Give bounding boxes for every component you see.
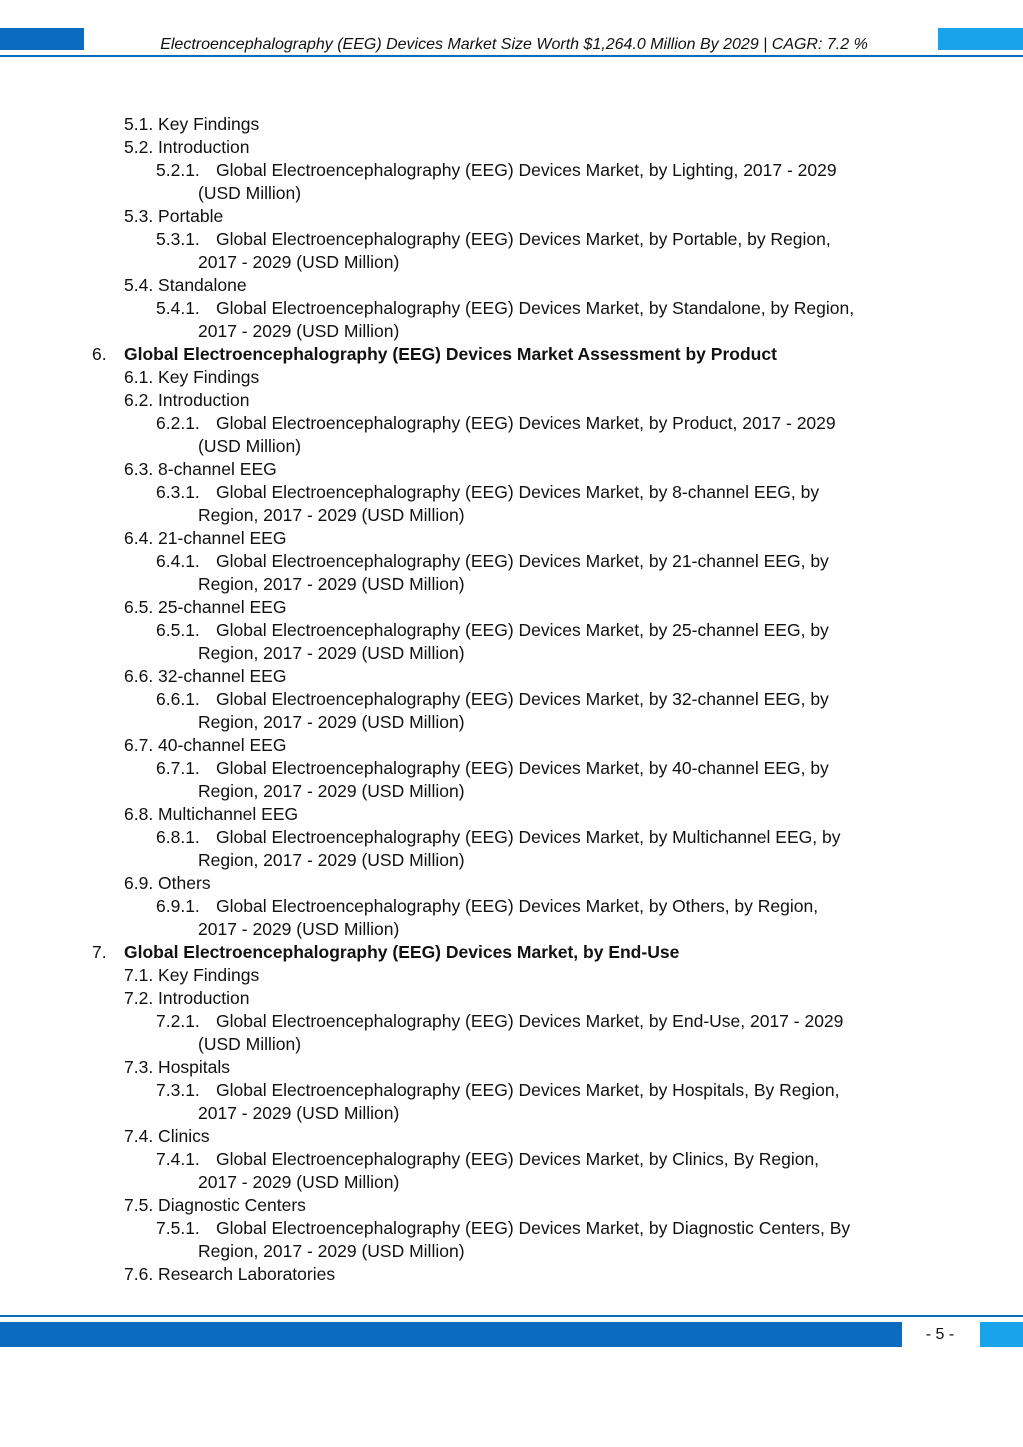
toc-entry	[124, 1125, 930, 1148]
toc-entry-title: Global Electroencephalography (EEG) Devices Market, by Hospitals, By Region,	[216, 1080, 840, 1100]
toc-entry	[92, 343, 930, 366]
toc-entry-title: 6.1. Key Findings	[124, 367, 260, 387]
toc-entry	[124, 527, 930, 550]
toc-entry	[124, 205, 930, 228]
toc-entry-number: 6.	[92, 344, 107, 364]
header-rule	[0, 55, 1023, 57]
toc-entry	[156, 895, 930, 941]
toc-entry	[156, 1148, 930, 1194]
toc-entry-continuation: Region, 2017 - 2029 (USD Million)	[198, 781, 465, 801]
toc-entry-continuation: (USD Million)	[198, 183, 302, 203]
toc-entry-number: 6.7.1.	[156, 758, 200, 778]
toc-entry-title: Global Electroencephalography (EEG) Devices Market, by Diagnostic Centers, By	[216, 1218, 851, 1238]
toc-entry-number: 6.4.1.	[156, 551, 200, 571]
toc-entry-title: Global Electroencephalography (EEG) Devices Market, by 32-channel EEG, by	[216, 689, 829, 709]
header-accent-block-right	[938, 28, 1023, 50]
toc-entry	[124, 872, 930, 895]
toc-entry-continuation: Region, 2017 - 2029 (USD Million)	[198, 643, 465, 663]
toc-entry	[124, 366, 930, 389]
toc-entry	[156, 297, 930, 343]
toc-entry-title: Global Electroencephalography (EEG) Devices Market Assessment by Product	[124, 344, 777, 364]
toc-entry-title: Global Electroencephalography (EEG) Devices Market, by Product, 2017 - 2029	[216, 413, 836, 433]
toc-entry-title: 6.8. Multichannel EEG	[124, 804, 299, 824]
toc-entry	[124, 964, 930, 987]
toc-entry-number: 6.6.1.	[156, 689, 200, 709]
toc-entry	[156, 688, 930, 734]
toc-entry-title: Global Electroencephalography (EEG) Devices Market, by Multichannel EEG, by	[216, 827, 841, 847]
toc-entry	[156, 1079, 930, 1125]
toc-entry-number: 7.5.1.	[156, 1218, 200, 1238]
toc-entry	[124, 665, 930, 688]
toc-entry-title: 6.9. Others	[124, 873, 211, 893]
toc-entry	[124, 274, 930, 297]
toc-entry	[124, 113, 930, 136]
footer-rule	[0, 1315, 1023, 1317]
toc-entry-title: 5.4. Standalone	[124, 275, 247, 295]
toc-entry	[124, 1194, 930, 1217]
toc-entry-title: 7.3. Hospitals	[124, 1057, 231, 1077]
toc-entry	[156, 1010, 930, 1056]
toc-entry	[124, 596, 930, 619]
toc-entry-number: 7.	[92, 942, 107, 962]
toc-entry-continuation: (USD Million)	[198, 436, 302, 456]
toc-entry-title: Global Electroencephalography (EEG) Devices Market, by 8-channel EEG, by	[216, 482, 820, 502]
toc-entry-number: 6.3.1.	[156, 482, 200, 502]
toc-entry-title: 7.6. Research Laboratories	[124, 1264, 336, 1284]
toc-entry	[156, 826, 930, 872]
header-title: Electroencephalography (EEG) Devices Market Size Worth $1,264.0 Million By 2029 | CAGR: 7.2 %	[160, 36, 868, 53]
toc-entry	[124, 458, 930, 481]
toc-entry	[156, 619, 930, 665]
toc-entry-title: 6.4. 21-channel EEG	[124, 528, 287, 548]
toc-entry-title: 7.1. Key Findings	[124, 965, 260, 985]
toc-entry-title: Global Electroencephalography (EEG) Devices Market, by Portable, by Region,	[216, 229, 831, 249]
toc-entry	[124, 136, 930, 159]
toc-entry-title: 7.5. Diagnostic Centers	[124, 1195, 306, 1215]
toc-entry-continuation: 2017 - 2029 (USD Million)	[198, 252, 400, 272]
toc-entry	[156, 1217, 930, 1263]
toc-entry	[156, 159, 930, 205]
toc-entry	[156, 412, 930, 458]
toc-entry-continuation: Region, 2017 - 2029 (USD Million)	[198, 1241, 465, 1261]
toc-entry-continuation: 2017 - 2029 (USD Million)	[198, 321, 400, 341]
header-accent-block-left	[0, 28, 84, 50]
toc-entry-continuation: 2017 - 2029 (USD Million)	[198, 919, 400, 939]
toc-entry-title: Global Electroencephalography (EEG) Devices Market, by 40-channel EEG, by	[216, 758, 829, 778]
toc-entry	[156, 550, 930, 596]
toc-entry	[124, 389, 930, 412]
toc-entry-continuation: Region, 2017 - 2029 (USD Million)	[198, 712, 465, 732]
page-number: - 5 -	[925, 1326, 955, 1343]
toc-entry	[124, 1263, 930, 1286]
toc-entry	[156, 228, 930, 274]
toc-entry-title: Global Electroencephalography (EEG) Devices Market, by Clinics, By Region,	[216, 1149, 820, 1169]
toc-entry-number: 5.4.1.	[156, 298, 200, 318]
toc-entry-continuation: Region, 2017 - 2029 (USD Million)	[198, 505, 465, 525]
toc-entry-title: 6.2. Introduction	[124, 390, 250, 410]
toc-entry	[124, 803, 930, 826]
toc-entry-title: Global Electroencephalography (EEG) Devices Market, by Others, by Region,	[216, 896, 819, 916]
footer-accent-block-right	[980, 1322, 1023, 1347]
toc-entry-number: 6.5.1.	[156, 620, 200, 640]
toc-entry-number: 7.3.1.	[156, 1080, 200, 1100]
toc-entry-continuation: 2017 - 2029 (USD Million)	[198, 1172, 400, 1192]
toc-entry-continuation: 2017 - 2029 (USD Million)	[198, 1103, 400, 1123]
toc-entry-title: 6.3. 8-channel EEG	[124, 459, 277, 479]
toc-entry	[92, 941, 930, 964]
toc-entry-title: 6.7. 40-channel EEG	[124, 735, 287, 755]
toc-entry	[124, 1056, 930, 1079]
toc-entry-title: 5.3. Portable	[124, 206, 224, 226]
footer-bar	[0, 1322, 902, 1347]
toc-entry-title: Global Electroencephalography (EEG) Devices Market, by 25-channel EEG, by	[216, 620, 829, 640]
toc-entry-number: 7.2.1.	[156, 1011, 200, 1031]
toc-entry-number: 6.2.1.	[156, 413, 200, 433]
toc-entry-number: 6.8.1.	[156, 827, 200, 847]
toc-entry-title: 5.1. Key Findings	[124, 114, 260, 134]
toc-entry-continuation: Region, 2017 - 2029 (USD Million)	[198, 574, 465, 594]
toc-entry-title: 7.2. Introduction	[124, 988, 250, 1008]
toc-entry-continuation: Region, 2017 - 2029 (USD Million)	[198, 850, 465, 870]
toc-entry	[124, 987, 930, 1010]
toc-entry-title: 5.2. Introduction	[124, 137, 250, 157]
toc-entry	[156, 757, 930, 803]
toc-entry-number: 6.9.1.	[156, 896, 200, 916]
toc-entry-title: 6.6. 32-channel EEG	[124, 666, 287, 686]
toc-entry-number: 7.4.1.	[156, 1149, 200, 1169]
toc-entry-title: 7.4. Clinics	[124, 1126, 210, 1146]
toc-entry	[156, 481, 930, 527]
toc-entry-title: Global Electroencephalography (EEG) Devices Market, by End-Use, 2017 - 2029	[216, 1011, 844, 1031]
toc-entry-number: 5.2.1.	[156, 160, 200, 180]
toc-entry-title: Global Electroencephalography (EEG) Devices Market, by End-Use	[124, 942, 680, 962]
toc-entry	[124, 734, 930, 757]
toc-entry-title: Global Electroencephalography (EEG) Devices Market, by 21-channel EEG, by	[216, 551, 829, 571]
toc-entry-title: Global Electroencephalography (EEG) Devices Market, by Standalone, by Region,	[216, 298, 855, 318]
toc-entry-title: Global Electroencephalography (EEG) Devices Market, by Lighting, 2017 - 2029	[216, 160, 837, 180]
toc-entry-title: 6.5. 25-channel EEG	[124, 597, 287, 617]
toc-entry-number: 5.3.1.	[156, 229, 200, 249]
toc-entry-continuation: (USD Million)	[198, 1034, 302, 1054]
